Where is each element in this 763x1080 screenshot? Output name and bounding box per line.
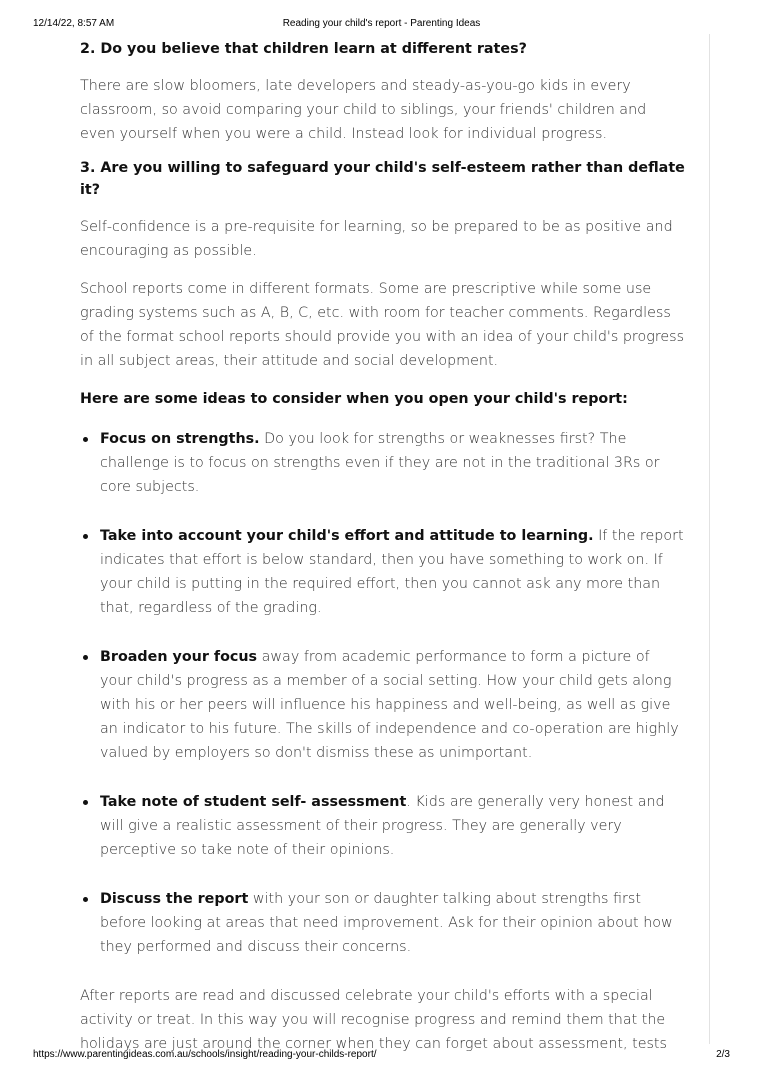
idea-lead: Discuss the report [100, 891, 249, 907]
idea-text: away from academic performance to form a picture of your child's progress as a member of a social setting. How your child gets along with his or her peers will influence his happiness and well-being, as well as give an indicator to his future. The skills of independence and co-operation are highly valued by employers so don't dismiss these as unimportant. [100, 649, 679, 761]
idea-text: If the report indicates that effort is below standard, then you have something to work on. If your child is putting in the required effort, then you cannot ask any more than that, regardless of the grading. [100, 528, 684, 616]
content-right-divider [709, 34, 710, 1044]
bullet-icon [83, 897, 88, 902]
idea-text: Do you look for strengths or weaknesses first? The challenge is to focus on strengths even if they are not in the traditional 3Rs or core subjects. [100, 431, 660, 495]
list-item [80, 427, 685, 499]
bullet-icon [83, 437, 88, 442]
idea-lead: Take into account your child's effort and attitude to learning. [100, 528, 594, 544]
closing-paragraph: After reports are read and discussed celebrate your child's efforts with a special activity or treat. In this way you will recognise progress and remind them that the holidays are just around the corner when they can forget about assessment, tests [80, 988, 667, 1052]
question-2-heading: 2. Do you believe that children learn at different rates? [80, 41, 527, 57]
print-header [0, 18, 763, 32]
bullet-icon [83, 534, 88, 539]
ideas-list [80, 427, 685, 959]
idea-lead: Focus on strengths. [100, 431, 260, 447]
bullet-icon [83, 800, 88, 805]
article-content [80, 38, 685, 1056]
idea-lead: Take note of student self- assessment [100, 794, 407, 810]
report-formats-paragraph: School reports come in different formats. Some are prescriptive while some use grading systems such as A, B, C, etc. with room for teacher comments. Regardless of the format school reports should provide you with an idea of your child's progress in all subject areas, their attitude and social development. [80, 281, 685, 369]
question-2-body: There are slow bloomers, late developers and steady-as-you-go kids in every classroom, so avoid comparing your child to siblings, your friends' children and even yourself when you were a child. Instead look for individual progress. [80, 78, 647, 142]
print-footer [0, 1049, 763, 1063]
idea-text: . Kids are generally very honest and will give a realistic assessment of their progress. They are generally very perceptive so take note of their opinions. [100, 794, 665, 858]
page-number: 2/3 [716, 1049, 730, 1060]
list-item [80, 524, 685, 620]
bullet-icon [83, 655, 88, 660]
ideas-heading: Here are some ideas to consider when you open your child's report: [80, 391, 628, 407]
question-3-body: Self-confidence is a pre-requisite for learning, so be prepared to be as positive and encouraging as possible. [80, 219, 673, 259]
print-datetime: 12/14/22, 8:57 AM [33, 18, 115, 29]
print-page-url: https://www.parentingideas.com.au/schools/insight/reading-your-childs-report/ [33, 1049, 377, 1060]
list-item [80, 887, 685, 959]
list-item [80, 645, 685, 765]
idea-text: with your son or daughter talking about strengths first before looking at areas that need improvement. Ask for their opinion about how they performed and discuss their concerns. [100, 891, 673, 955]
idea-lead: Broaden your focus [100, 649, 258, 665]
question-3-heading: 3. Are you willing to safeguard your child's self-esteem rather than deflate it? [80, 160, 685, 198]
print-page-title: Reading your child's report - Parenting Ideas [282, 18, 481, 29]
list-item [80, 790, 685, 862]
